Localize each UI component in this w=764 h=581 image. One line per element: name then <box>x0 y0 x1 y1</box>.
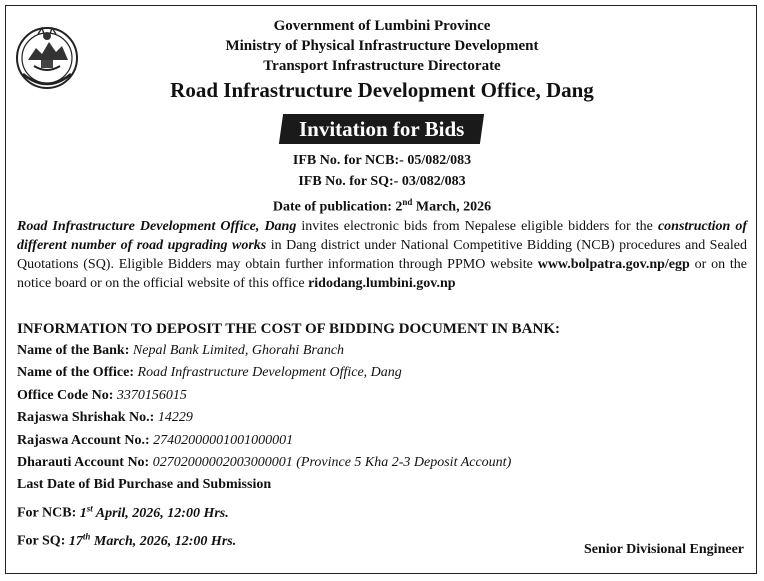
para-text-3: or on the notice board or on the official website of this office <box>17 257 747 291</box>
works-description: construction of different number of road upgrading works <box>17 219 748 253</box>
government-line: Government of Lumbini Province <box>273 18 491 34</box>
account-label: Rajaswa Account No.: <box>17 432 150 448</box>
sq-rest: March, 2026, 12:00 Hrs. <box>90 533 237 549</box>
invitation-banner <box>279 114 485 144</box>
sq-label: For SQ: <box>17 533 66 549</box>
office-code-value: 3370156015 <box>116 387 187 403</box>
shirshak-value: 14229 <box>157 410 193 426</box>
deposit-title: INFORMATION TO DEPOSIT THE COST OF BIDDING DOCUMENT IN BANK: <box>17 321 561 337</box>
para-text-1: invites electronic bids from Nepalese eligible bidders for the <box>296 219 658 234</box>
office-value: Road Infrastructure Development Office, Dang <box>137 365 402 381</box>
dharauti-value: 02702000002003000001 (Province 5 Kha 2-3 Deposit Account) <box>152 455 512 471</box>
ncb-deadline <box>79 502 229 521</box>
sq-deadline <box>68 530 237 549</box>
pub-prefix: Date of publication: 2 <box>272 199 403 215</box>
bank-row <box>17 340 747 362</box>
office-title: Road Infrastructure Development Office, Dang <box>170 78 594 102</box>
sq-day: 17 <box>68 533 83 549</box>
shirshak-row <box>17 407 747 429</box>
office-code-row <box>17 385 747 407</box>
ncb-label: For NCB: <box>17 505 77 521</box>
ncb-rest: April, 2026, 12:00 Hrs. <box>92 505 229 521</box>
banner-text: Invitation for Bids <box>299 117 465 141</box>
office-row <box>17 362 747 384</box>
deposit-info <box>17 318 747 553</box>
office-website-link[interactable]: ridodang.lumbini.gov.np <box>308 276 456 291</box>
office-name: Road Infrastructure Development Office, Dang <box>17 219 297 234</box>
last-date-heading: Last Date of Bid Purchase and Submission <box>17 477 272 493</box>
ncb-deadline-row <box>17 497 747 525</box>
ministry-line: Ministry of Physical Infrastructure Development <box>225 38 539 54</box>
letterhead <box>0 16 764 104</box>
dharauti-label: Dharauti Account No: <box>17 455 150 471</box>
pub-sup: nd <box>402 197 413 207</box>
bank-label: Name of the Bank: <box>17 343 130 358</box>
dharauti-row <box>17 452 747 474</box>
pub-suffix: March, 2026 <box>412 199 492 215</box>
account-row <box>17 430 747 452</box>
signature: Senior Divisional Engineer <box>584 542 744 557</box>
para-text-2: in Dang district under National Competitive Bidding (NCB) procedures and Sealed Quotations (SQ). Eligible Bidders may obtain further information through PPMO website <box>17 238 747 272</box>
ncb-day: 1 <box>79 505 87 521</box>
bolpatra-link[interactable]: www.bolpatra.gov.np/egp <box>537 257 690 272</box>
publication-date <box>0 192 764 218</box>
bank-value: Nepal Bank Limited, Ghorahi Branch <box>132 343 345 358</box>
invitation-paragraph <box>17 217 747 293</box>
ifb-ncb: IFB No. for NCB:- 05/082/083 <box>292 153 472 168</box>
ifb-block <box>0 150 764 218</box>
banner-wrap <box>0 114 764 144</box>
shirshak-label: Rajaswa Shrishak No.: <box>17 410 155 426</box>
office-label: Name of the Office: <box>17 365 135 381</box>
sq-sup: th <box>82 530 91 541</box>
office-code-label: Office Code No: <box>17 387 114 403</box>
account-value: 27402000001001000001 <box>153 432 294 448</box>
ncb-sup: st <box>86 502 93 513</box>
directorate-line: Transport Infrastructure Directorate <box>263 58 501 74</box>
ifb-sq: IFB No. for SQ:- 03/082/083 <box>298 174 466 189</box>
